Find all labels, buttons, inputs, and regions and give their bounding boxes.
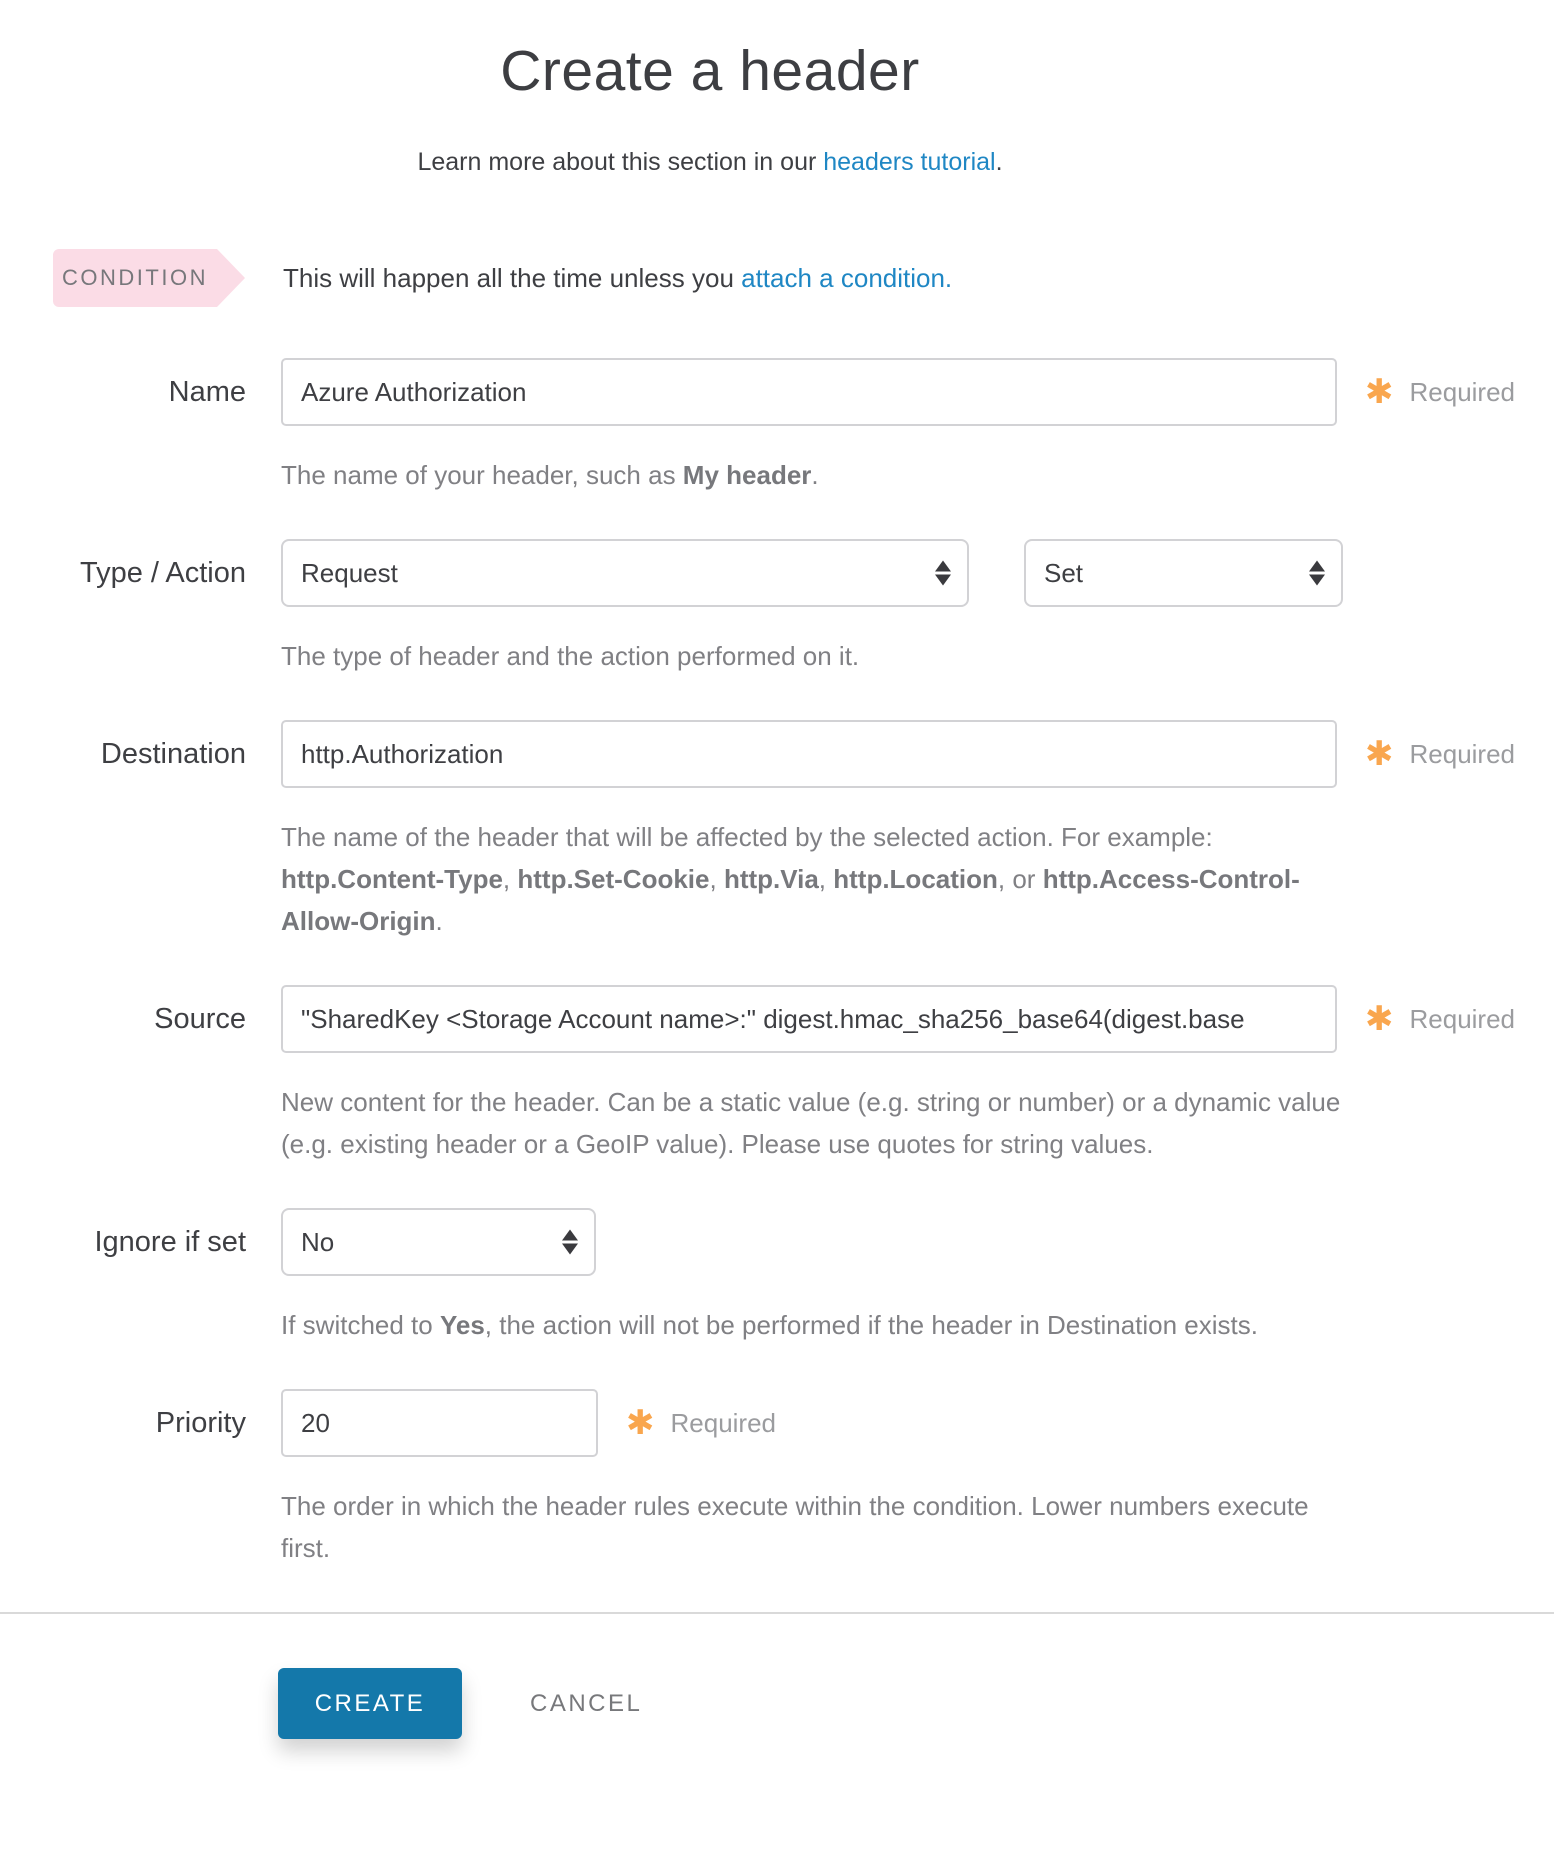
condition-badge xyxy=(53,249,217,307)
source-help-text xyxy=(281,1081,1341,1165)
text-segment: My header xyxy=(682,460,812,490)
priority-help-text xyxy=(281,1485,1341,1569)
footer-divider xyxy=(0,1612,1554,1614)
priority-label: Priority xyxy=(155,1406,246,1439)
required-label: Required xyxy=(1409,738,1516,769)
action-select[interactable] xyxy=(1024,539,1343,607)
text-segment: , xyxy=(709,864,724,894)
text-segment: . xyxy=(435,906,443,936)
name-field-row xyxy=(0,358,1554,496)
text-segment: The name of your header, such as xyxy=(281,460,683,490)
attach-condition-link[interactable]: attach a condition. xyxy=(741,262,953,293)
condition-badge-label: CONDITION xyxy=(62,265,208,290)
page-subtitle xyxy=(0,148,1420,177)
ignore-if-set-label: Ignore if set xyxy=(94,1225,246,1258)
text-segment: http.Via xyxy=(723,864,819,894)
required-label: Required xyxy=(670,1407,777,1438)
text-segment: This will happen all the time unless you xyxy=(283,262,742,293)
condition-text xyxy=(283,263,952,294)
page-title: Create a header xyxy=(500,39,920,103)
text-segment: http.Set-Cookie xyxy=(517,864,710,894)
cancel-button[interactable]: CANCEL xyxy=(530,1689,643,1717)
text-segment: http.Location xyxy=(833,864,998,894)
destination-field-row xyxy=(0,720,1554,942)
text-segment: , the action will not be performed if the header in Destination exists. xyxy=(484,1310,1258,1340)
ignore-if-set-field-row xyxy=(0,1208,1554,1346)
type-action-field-row xyxy=(0,539,1554,677)
required-marker xyxy=(1365,737,1515,771)
text-segment: The type of header and the action performed on it. xyxy=(281,641,860,671)
destination-help-text xyxy=(281,816,1341,942)
create-header-form xyxy=(0,358,1554,1569)
required-marker xyxy=(626,1406,776,1440)
ignore-if-set-select-value: No xyxy=(301,1226,335,1257)
text-segment: Yes xyxy=(439,1310,485,1340)
text-segment: Learn more about this section in our xyxy=(417,148,824,176)
required-asterisk-icon: ✱ xyxy=(1365,735,1394,773)
text-segment: The name of the header that will be affected by the selected action. For example: xyxy=(281,822,1213,852)
name-input[interactable] xyxy=(281,358,1337,426)
text-segment: The order in which the header rules execute within the condition. Lower numbers execute first. xyxy=(281,1491,1309,1563)
source-input[interactable] xyxy=(281,985,1337,1053)
select-arrows-icon xyxy=(935,561,951,586)
type-select[interactable] xyxy=(281,539,969,607)
condition-row xyxy=(53,249,1554,307)
required-marker xyxy=(1365,375,1515,409)
text-segment: http.Access-Control-Allow-Origin xyxy=(281,864,1300,936)
text-segment: , xyxy=(502,864,518,894)
select-arrows-icon xyxy=(562,1230,578,1255)
type-select-value: Request xyxy=(301,557,398,588)
type-action-label: Type / Action xyxy=(79,556,246,589)
source-field-row xyxy=(0,985,1554,1165)
text-segment: New content for the header. Can be a static value (e.g. string or number) or a dynamic value (e.g. existing header or a GeoIP value). Please use quotes for string values. xyxy=(281,1087,1341,1159)
text-segment: . xyxy=(995,148,1003,176)
name-label: Name xyxy=(168,375,246,408)
create-button[interactable]: CREATE xyxy=(278,1668,462,1739)
text-segment: , or xyxy=(997,864,1043,894)
required-asterisk-icon: ✱ xyxy=(1365,1000,1394,1038)
name-help-text xyxy=(281,454,1341,496)
page-header xyxy=(0,40,1420,177)
required-marker xyxy=(1365,1002,1515,1036)
action-select-value: Set xyxy=(1044,557,1084,588)
ignore-if-set-help-text xyxy=(281,1304,1341,1346)
destination-label: Destination xyxy=(100,737,246,770)
type-action-help-text xyxy=(281,635,1341,677)
headers-tutorial-link[interactable]: headers tutorial xyxy=(823,148,996,176)
text-segment: . xyxy=(811,460,819,490)
priority-field-row xyxy=(0,1389,1554,1569)
destination-input[interactable] xyxy=(281,720,1337,788)
source-label: Source xyxy=(154,1002,246,1035)
text-segment: , xyxy=(818,864,834,894)
text-segment: If switched to xyxy=(281,1310,440,1340)
footer-actions xyxy=(0,1668,1554,1764)
text-segment: http.Content-Type xyxy=(281,864,503,894)
required-label: Required xyxy=(1409,376,1516,407)
select-arrows-icon xyxy=(1309,561,1325,586)
required-asterisk-icon: ✱ xyxy=(1365,373,1394,411)
required-asterisk-icon: ✱ xyxy=(626,1404,655,1442)
priority-input[interactable] xyxy=(281,1389,598,1457)
required-label: Required xyxy=(1409,1003,1516,1034)
ignore-if-set-select[interactable] xyxy=(281,1208,596,1276)
